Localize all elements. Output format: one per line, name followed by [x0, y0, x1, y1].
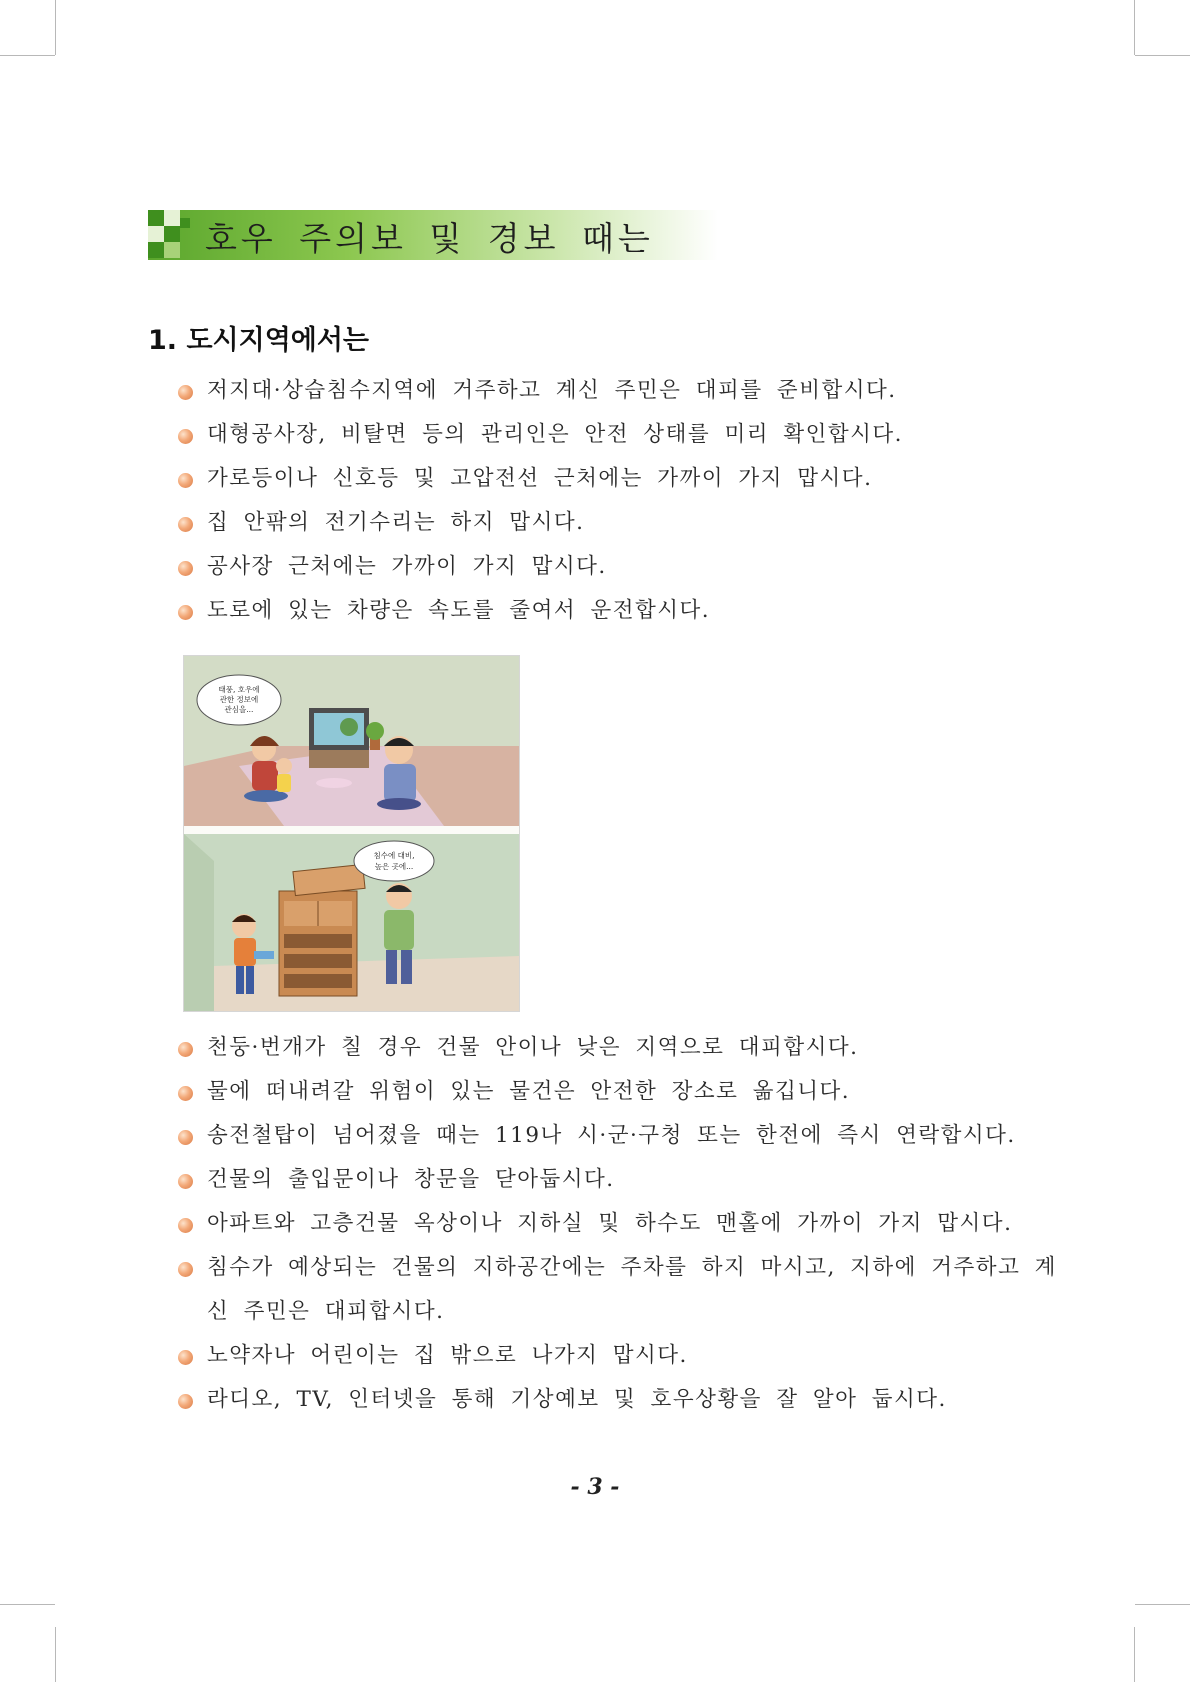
- bullet-icon: [178, 473, 193, 488]
- crop-mark: [1134, 0, 1135, 55]
- bullet-list-top: [178, 369, 1058, 633]
- list-item: 아파트와 고층건물 옥상이나 지하실 및 하수도 맨홀에 가까이 가지 맙시다.: [178, 1202, 1058, 1246]
- bubble-text-2: 높은 곳에...: [374, 862, 414, 871]
- bubble-text-2: 침수에 대비,: [373, 851, 415, 860]
- crop-mark: [55, 1627, 56, 1682]
- bullet-icon: [178, 1042, 193, 1057]
- list-item: 침수가 예상되는 건물의 지하공간에는 주차를 하지 마시고, 지하에 거주하고 계신 주민은 대피합시다.: [178, 1246, 1058, 1334]
- list-item: 송전철탑이 넘어졌을 때는 119나 시·군·구청 또는 한전에 즉시 연락합시다.: [178, 1114, 1058, 1158]
- panel-moving-furniture: [184, 834, 519, 1011]
- list-item: 저지대·상습침수지역에 거주하고 계신 주민은 대피를 준비합시다.: [178, 369, 1058, 413]
- bullet-icon: [178, 385, 193, 400]
- bullet-icon: [178, 1350, 193, 1365]
- crop-mark: [1135, 1604, 1190, 1605]
- bullet-icon: [178, 1130, 193, 1145]
- list-item: 라디오, TV, 인터넷을 통해 기상예보 및 호우상황을 잘 알아 둡시다.: [178, 1378, 1058, 1422]
- bubble-text-1: 태풍, 호우에: [218, 685, 260, 694]
- crop-mark: [0, 1604, 55, 1605]
- bullet-list-bottom: [178, 1026, 1058, 1422]
- page-title: 호우 주의보 및 경보 때는: [205, 219, 654, 258]
- list-item: 노약자나 어린이는 집 밖으로 나가지 맙시다.: [178, 1334, 1058, 1378]
- bullet-icon: [178, 429, 193, 444]
- panel-family-watching-tv: [184, 656, 519, 826]
- bullet-icon: [178, 1174, 193, 1189]
- list-item: 가로등이나 신호등 및 고압전선 근처에는 가까이 가지 맙시다.: [178, 457, 1058, 501]
- bubble-text-1: 관한 정보에: [219, 695, 259, 704]
- bullet-icon: [178, 1394, 193, 1409]
- list-item: 공사장 근처에는 가까이 가지 맙시다.: [178, 545, 1058, 589]
- crop-mark: [55, 0, 56, 55]
- list-item: 물에 떠내려갈 위험이 있는 물건은 안전한 장소로 옮깁니다.: [178, 1070, 1058, 1114]
- list-item: 대형공사장, 비탈면 등의 관리인은 안전 상태를 미리 확인합시다.: [178, 413, 1058, 457]
- list-item: 도로에 있는 차량은 속도를 줄여서 운전합시다.: [178, 589, 1058, 633]
- crop-mark: [1135, 55, 1190, 56]
- list-item: 건물의 출입문이나 창문을 닫아둡시다.: [178, 1158, 1058, 1202]
- bullet-icon: [178, 561, 193, 576]
- bullet-icon: [178, 1262, 193, 1277]
- list-item: 집 안팎의 전기수리는 하지 맙시다.: [178, 501, 1058, 545]
- crop-mark: [0, 55, 55, 56]
- bubble-text-1: 관심을...: [224, 705, 254, 714]
- bullet-icon: [178, 1086, 193, 1101]
- bullet-icon: [178, 605, 193, 620]
- bullet-icon: [178, 517, 193, 532]
- page-number: - 3 -: [570, 1474, 620, 1500]
- section-title: 1. 도시지역에서는: [148, 325, 370, 356]
- bullet-icon: [178, 1218, 193, 1233]
- comic-illustration: [183, 655, 520, 1012]
- crop-mark: [1134, 1627, 1135, 1682]
- list-item: 천둥·번개가 칠 경우 건물 안이나 낮은 지역으로 대피합시다.: [178, 1026, 1058, 1070]
